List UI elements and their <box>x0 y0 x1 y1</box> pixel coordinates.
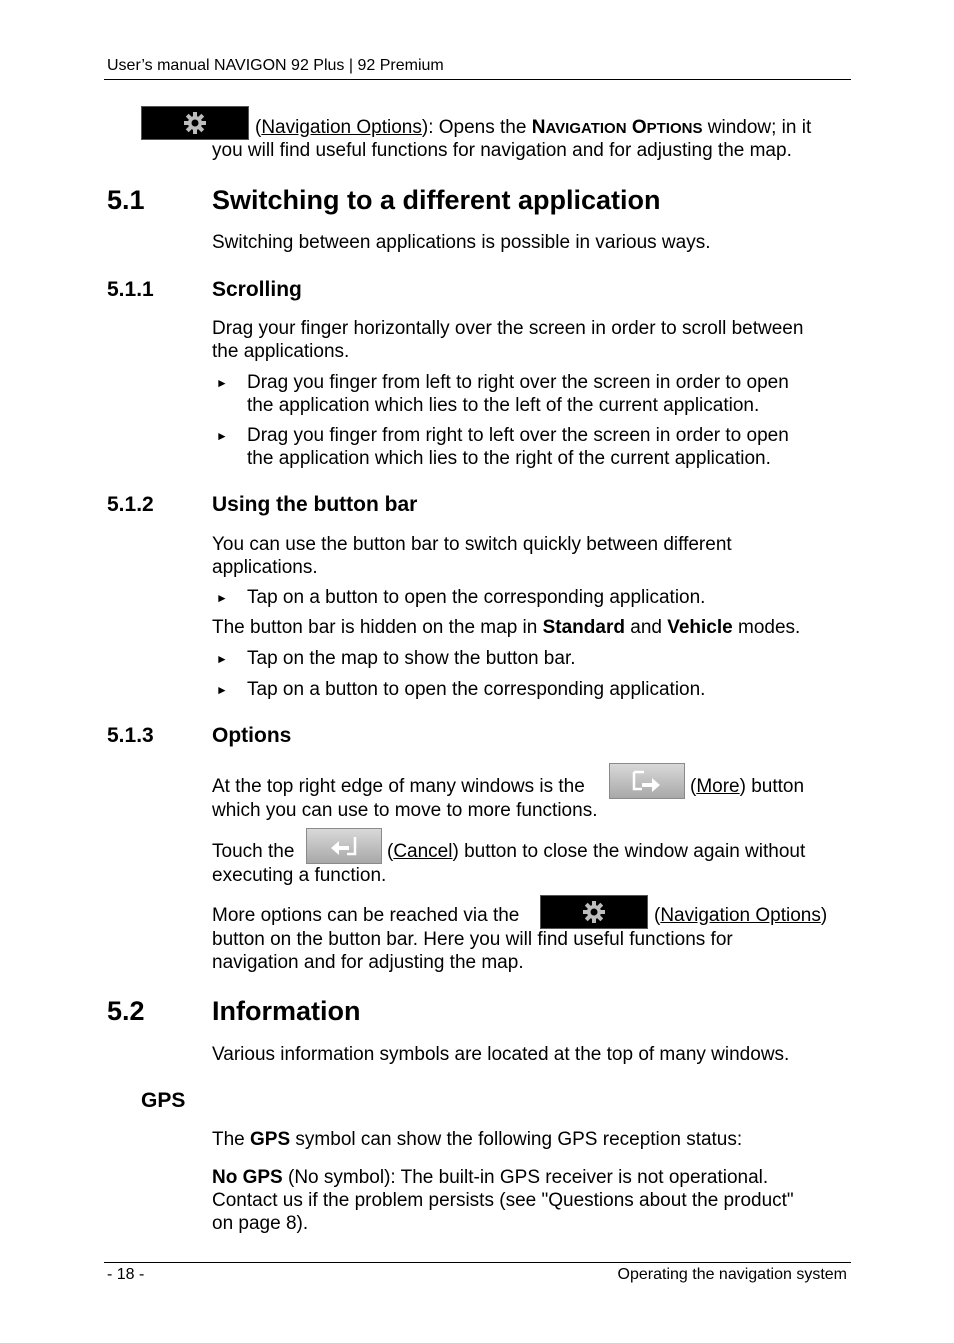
header-rule <box>104 79 851 80</box>
footer-section: Operating the navigation system <box>617 1266 847 1283</box>
paragraph: executing a function. <box>212 865 387 886</box>
gear-icon <box>581 899 607 925</box>
more-button[interactable] <box>609 763 685 799</box>
bullet-marker: ► <box>216 591 228 605</box>
more-text-start: At the top right edge of many windows is the <box>212 776 585 797</box>
subsection-number: 5.1.2 <box>107 493 154 516</box>
subsection-title: Options <box>212 724 292 747</box>
bullet-marker: ► <box>216 429 228 443</box>
footer-rule <box>104 1262 851 1263</box>
subsection-number: 5.1.1 <box>107 278 154 301</box>
bullet-marker: ► <box>216 683 228 697</box>
navigation-options-link[interactable]: Navigation Options <box>261 117 422 138</box>
paragraph: No GPS (No symbol): The built-in GPS receiver is not operational. Contact us if the problem persists (see "Questions about the product" on page 8). <box>212 1167 794 1234</box>
navigation-options-button[interactable] <box>141 106 249 140</box>
bullet-text: Tap on a button to open the corresponding application. <box>247 587 706 608</box>
bullet-text: Drag you finger from left to right over the screen in order to open the application which lies to the left of the current application. <box>247 372 789 416</box>
subsection-number: 5.1.3 <box>107 724 154 747</box>
navigation-options-button[interactable] <box>540 895 648 929</box>
navopt-text-start: More options can be reached via the <box>212 905 520 926</box>
paragraph: which you can use to move to more functions. <box>212 800 598 821</box>
section-title: Switching to a different application <box>212 185 661 215</box>
bullet-marker: ► <box>216 652 228 666</box>
subsection-title: Using the button bar <box>212 493 418 516</box>
cancel-text-start: Touch the <box>212 841 295 862</box>
subsection-title: Scrolling <box>212 278 302 301</box>
section-number: 5.2 <box>107 996 145 1026</box>
cancel-text-end: (Cancel) button to close the window again without <box>387 841 806 862</box>
page-number: - 18 - <box>107 1266 145 1283</box>
paragraph: Various information symbols are located at the top of many windows. <box>212 1044 790 1065</box>
cancel-button[interactable] <box>306 828 382 864</box>
gps-heading: GPS <box>141 1089 186 1112</box>
paragraph: Drag your finger horizontally over the screen in order to scroll between the applications. <box>212 318 804 362</box>
section-number: 5.1 <box>107 185 145 215</box>
bullet-text: Drag you finger from right to left over the screen in order to open the application which lies to the right of the current application. <box>247 425 789 469</box>
more-link[interactable]: More <box>696 776 740 797</box>
paragraph: Switching between applications is possible in various ways. <box>212 232 711 253</box>
cancel-link[interactable]: Cancel <box>393 841 453 862</box>
paragraph: button on the button bar. Here you will find useful functions for navigation and for adjusting the map. <box>212 929 733 973</box>
paragraph: The GPS symbol can show the following GPS reception status: <box>212 1129 743 1150</box>
paragraph: You can use the button bar to switch quickly between different applications. <box>212 534 732 578</box>
intro-line-1: (Navigation Options): Opens the NAVIGATION OPTIONS window; in it <box>255 117 812 138</box>
more-text-end: (More) button <box>690 776 805 797</box>
navigation-options-link[interactable]: Navigation Options <box>660 905 821 926</box>
bullet-marker: ► <box>216 376 228 390</box>
back-arrow-icon <box>327 834 361 858</box>
bullet-text: Tap on a button to open the corresponding application. <box>247 679 706 700</box>
bullet-text: Tap on the map to show the button bar. <box>247 648 576 669</box>
paragraph: The button bar is hidden on the map in Standard and Vehicle modes. <box>212 617 801 638</box>
more-arrow-icon <box>630 769 664 793</box>
section-title: Information <box>212 996 361 1026</box>
gear-icon <box>182 110 208 136</box>
intro-line-2: you will find useful functions for navigation and for adjusting the map. <box>212 140 792 161</box>
navopt-text-end: (Navigation Options) <box>654 905 828 926</box>
running-header: User’s manual NAVIGON 92 Plus | 92 Premium <box>107 57 444 74</box>
